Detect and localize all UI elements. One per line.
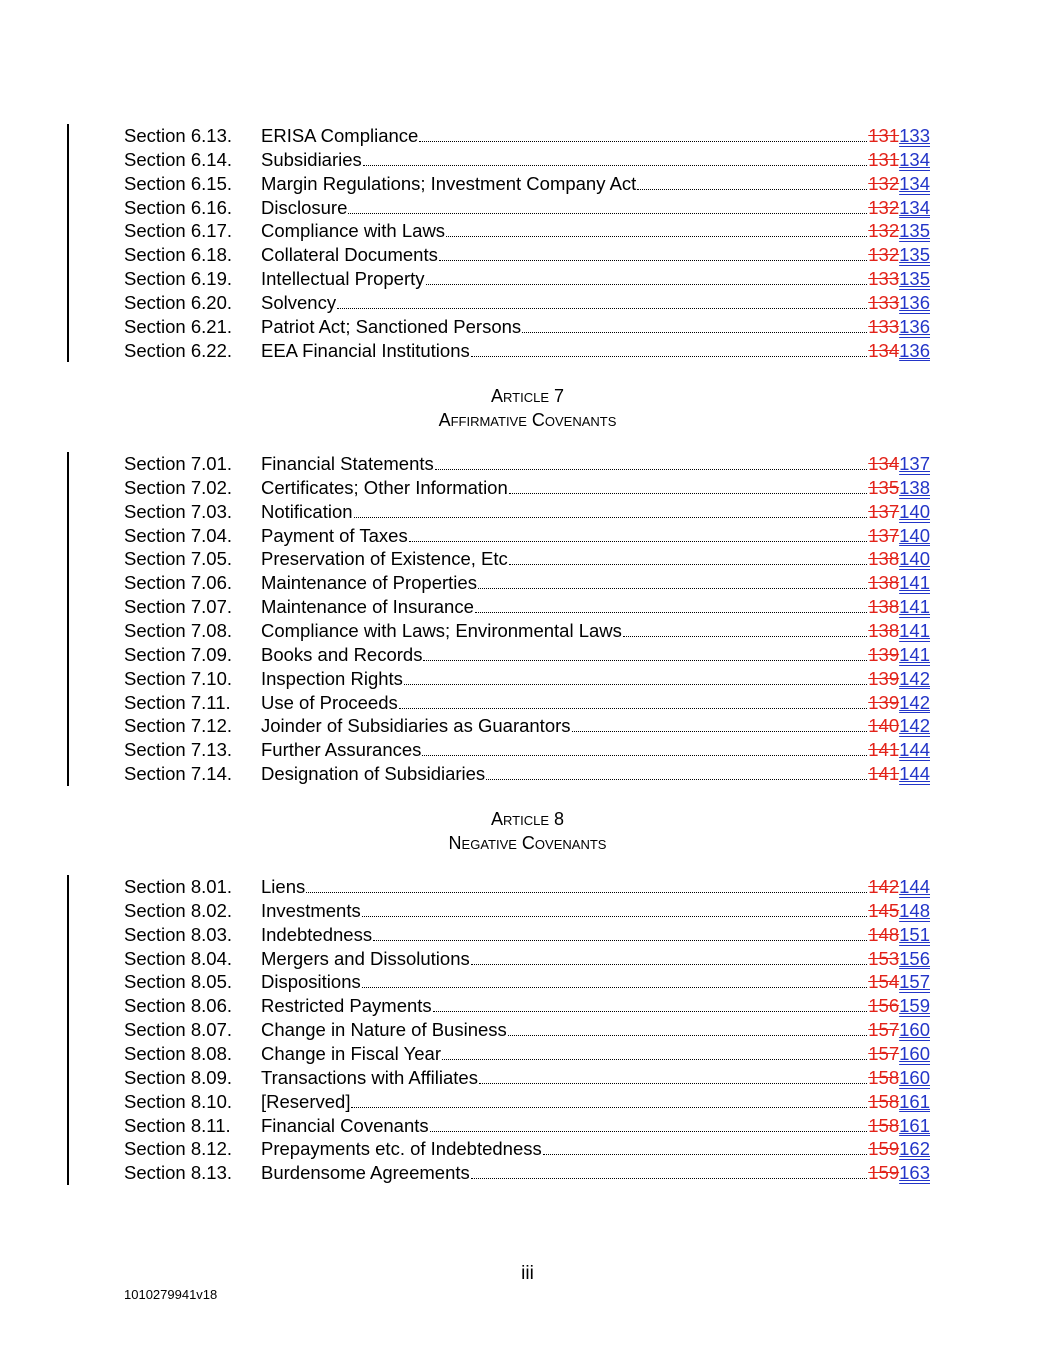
dot-leader	[362, 916, 868, 917]
section-title: Burdensome Agreements	[261, 1162, 470, 1184]
section-title: Indebtedness	[261, 923, 373, 945]
toc-entry[interactable]	[124, 994, 930, 1018]
toc-entry[interactable]	[124, 219, 930, 243]
deleted-page-number: 158	[868, 1066, 900, 1088]
deleted-page-number: 138	[868, 596, 900, 618]
dot-leader	[404, 684, 867, 685]
inserted-page-number[interactable]: 135	[899, 220, 930, 242]
toc-entry[interactable]	[124, 452, 930, 476]
inserted-page-number[interactable]: 160	[899, 1042, 930, 1064]
section-number: Section 8.11.	[124, 1114, 231, 1136]
section-number: Section 8.08.	[124, 1042, 232, 1064]
toc-entry[interactable]	[124, 124, 930, 148]
section-title: Prepayments etc. of Indebtedness	[261, 1138, 542, 1160]
toc-entry[interactable]	[124, 738, 930, 762]
section-title: Certificates; Other Information	[261, 476, 508, 498]
dot-leader	[430, 1131, 868, 1132]
deleted-page-number: 142	[868, 876, 900, 897]
section-number: Section 6.13.	[124, 125, 232, 146]
toc-entry[interactable]	[124, 1018, 930, 1042]
section-number: Section 7.06.	[124, 572, 232, 594]
dot-leader	[419, 141, 867, 142]
deleted-page-number: 141	[868, 763, 900, 785]
inserted-page-number[interactable]: 135	[899, 244, 930, 266]
section-title: Collateral Documents	[261, 244, 438, 266]
toc-entry[interactable]	[124, 1066, 930, 1090]
dot-leader	[423, 660, 867, 661]
inserted-page-number[interactable]: 141	[899, 572, 930, 594]
section-title: Further Assurances	[261, 739, 422, 761]
dot-leader	[422, 755, 867, 756]
inserted-page-number[interactable]: 141	[899, 596, 930, 618]
inserted-page-number[interactable]: 140	[899, 548, 930, 570]
section-title: Books and Records	[261, 643, 423, 665]
dot-leader	[435, 469, 867, 470]
section-title: Liens	[261, 876, 306, 897]
dot-leader	[508, 1035, 867, 1036]
article-7-label: Article 7	[490, 386, 564, 406]
section-title: Designation of Subsidiaries	[261, 763, 486, 785]
section-title: Transactions with Affiliates	[261, 1066, 478, 1088]
inserted-page-number[interactable]: 142	[899, 691, 930, 713]
section-number: Section 7.04.	[124, 524, 232, 546]
dot-leader	[306, 892, 867, 893]
section-title: Intellectual Property	[261, 268, 425, 290]
deleted-page-number: 154	[868, 971, 900, 993]
section-title: Financial Statements	[261, 453, 434, 474]
section-number: Section 6.18.	[124, 244, 232, 266]
section-number: Section 8.02.	[124, 899, 232, 921]
dot-leader	[337, 308, 867, 309]
section-number: Section 6.16.	[124, 196, 232, 218]
toc-entry[interactable]	[124, 315, 930, 339]
section-title: Investments	[261, 899, 361, 921]
change-bar	[67, 452, 69, 786]
dot-leader	[399, 708, 867, 709]
inserted-page-number[interactable]: 134	[899, 196, 930, 218]
deleted-page-number: 141	[868, 739, 900, 761]
section-title: Notification	[261, 500, 353, 522]
dot-leader	[479, 1083, 867, 1084]
deleted-page-number: 137	[868, 524, 900, 546]
toc-entry[interactable]	[124, 1090, 930, 1114]
toc-entry[interactable]	[124, 1042, 930, 1066]
toc-entry[interactable]	[124, 691, 930, 715]
toc-entry[interactable]	[124, 500, 930, 524]
inserted-page-number[interactable]: 136	[899, 291, 930, 313]
dot-leader	[471, 356, 868, 357]
toc-entry[interactable]	[124, 1161, 930, 1185]
section-title: Mergers and Dissolutions	[261, 947, 470, 969]
toc-entry[interactable]	[124, 571, 930, 595]
inserted-page-number[interactable]: 160	[899, 1066, 930, 1088]
inserted-page-number[interactable]: 157	[899, 971, 930, 993]
deleted-page-number: 159	[868, 1162, 900, 1184]
inserted-page-number[interactable]: 162	[899, 1138, 930, 1160]
section-number: Section 7.08.	[124, 619, 232, 641]
toc-entry[interactable]	[124, 595, 930, 619]
dot-leader	[478, 588, 867, 589]
change-bar	[67, 875, 69, 1185]
toc-entry[interactable]	[124, 291, 930, 315]
deleted-page-number: 134	[868, 453, 900, 474]
dot-leader	[471, 964, 868, 965]
deleted-page-number: 138	[868, 572, 900, 594]
deleted-page-number: 145	[868, 899, 900, 921]
deleted-page-number: 133	[868, 268, 900, 290]
section-title: Change in Fiscal Year	[261, 1042, 441, 1064]
inserted-page-number[interactable]: 148	[899, 899, 930, 921]
deleted-page-number: 131	[868, 125, 900, 146]
inserted-page-number[interactable]: 138	[899, 476, 930, 498]
deleted-page-number: 156	[868, 995, 900, 1017]
toc-entry[interactable]	[124, 875, 930, 899]
section-title: Margin Regulations; Investment Company Act	[261, 172, 637, 194]
article-8-label: Article 8	[490, 809, 564, 829]
inserted-page-number[interactable]: 142	[899, 715, 930, 737]
dot-leader	[442, 1059, 867, 1060]
section-number: Section 8.09.	[124, 1066, 232, 1088]
dot-leader	[373, 940, 867, 941]
section-number: Section 6.20.	[124, 291, 232, 313]
section-number: Section 6.14.	[124, 148, 232, 170]
deleted-page-number: 132	[868, 172, 900, 194]
deleted-page-number: 158	[868, 1114, 900, 1136]
section-number: Section 7.12.	[124, 715, 232, 737]
dot-leader	[471, 1178, 867, 1179]
toc-entry[interactable]	[124, 547, 930, 571]
section-title: Use of Proceeds	[261, 691, 398, 713]
section-title: Restricted Payments	[261, 995, 432, 1017]
toc-entry[interactable]	[124, 267, 930, 291]
section-title: Patriot Act; Sanctioned Persons	[261, 315, 522, 337]
inserted-page-number[interactable]: 151	[899, 923, 930, 945]
section-number: Section 8.06.	[124, 995, 232, 1017]
toc-entry[interactable]	[124, 762, 930, 786]
deleted-page-number: 153	[868, 947, 900, 969]
deleted-page-number: 134	[868, 339, 900, 361]
deleted-page-number: 138	[868, 619, 900, 641]
section-number: Section 8.03.	[124, 923, 232, 945]
inserted-page-number[interactable]: 144	[899, 876, 930, 897]
section-number: Section 6.17.	[124, 220, 232, 242]
inserted-page-number[interactable]: 133	[899, 125, 930, 146]
toc-entry[interactable]	[124, 899, 930, 923]
toc-entry[interactable]	[124, 339, 930, 363]
deleted-page-number: 157	[868, 1042, 900, 1064]
dot-leader	[637, 189, 867, 190]
dot-leader	[426, 284, 868, 285]
document-id: 1010279941v18	[124, 1287, 218, 1302]
inserted-page-number[interactable]: 144	[899, 763, 930, 785]
deleted-page-number: 159	[868, 1138, 900, 1160]
section-number: Section 6.21.	[124, 315, 232, 337]
inserted-page-number[interactable]: 161	[899, 1090, 930, 1112]
deleted-page-number: 131	[868, 148, 900, 170]
dot-leader	[351, 1107, 867, 1108]
dot-leader	[439, 260, 867, 261]
section-number: Section 8.05.	[124, 971, 232, 993]
change-bar	[67, 124, 69, 362]
section-title: Payment of Taxes	[261, 524, 408, 546]
toc-entry[interactable]	[124, 970, 930, 994]
toc-entry[interactable]	[124, 524, 930, 548]
deleted-page-number: 132	[868, 196, 900, 218]
section-title: Financial Covenants	[261, 1114, 429, 1136]
deleted-page-number: 158	[868, 1090, 900, 1112]
inserted-page-number[interactable]: 163	[899, 1162, 930, 1184]
section-title: Compliance with Laws	[261, 220, 446, 242]
dot-leader	[486, 779, 867, 780]
section-title: Change in Nature of Business	[261, 1019, 507, 1041]
inserted-page-number[interactable]: 140	[899, 524, 930, 546]
section-title: Inspection Rights	[261, 667, 403, 689]
deleted-page-number: 157	[868, 1019, 900, 1041]
toc-entry[interactable]	[124, 243, 930, 267]
section-number: Section 7.11.	[124, 691, 231, 713]
dot-leader	[362, 987, 868, 988]
toc-entry[interactable]	[124, 148, 930, 172]
toc-entry[interactable]	[124, 643, 930, 667]
section-title: ERISA Compliance	[261, 125, 419, 146]
section-number: Section 6.22.	[124, 339, 232, 361]
deleted-page-number: 139	[868, 667, 900, 689]
section-number: Section 7.10.	[124, 667, 232, 689]
deleted-page-number: 133	[868, 291, 900, 313]
section-number: Section 6.15.	[124, 172, 232, 194]
section-title: Compliance with Laws; Environmental Laws	[261, 619, 622, 641]
section-number: Section 8.13.	[124, 1162, 232, 1184]
article-8-title: Negative Covenants	[448, 833, 607, 853]
inserted-page-number[interactable]: 134	[899, 172, 930, 194]
inserted-page-number[interactable]: 134	[899, 148, 930, 170]
dot-leader	[475, 612, 867, 613]
dot-leader	[543, 1154, 867, 1155]
dot-leader	[348, 213, 867, 214]
inserted-page-number[interactable]: 137	[899, 453, 930, 474]
section-title: EEA Financial Institutions	[261, 339, 470, 361]
section-number: Section 7.01.	[124, 453, 232, 474]
toc-entry[interactable]	[124, 1114, 930, 1138]
deleted-page-number: 135	[868, 476, 900, 498]
inserted-page-number[interactable]: 140	[899, 500, 930, 522]
deleted-page-number: 132	[868, 220, 900, 242]
article-7-title: Affirmative Covenants	[438, 410, 617, 430]
section-number: Section 7.05.	[124, 548, 232, 570]
dot-leader	[354, 517, 868, 518]
toc-entry[interactable]	[124, 619, 930, 643]
inserted-page-number[interactable]: 144	[899, 739, 930, 761]
deleted-page-number: 140	[868, 715, 900, 737]
dot-leader	[572, 731, 868, 732]
section-number: Section 7.07.	[124, 596, 232, 618]
section-title: Maintenance of Properties	[261, 572, 477, 594]
dot-leader	[509, 493, 867, 494]
deleted-page-number: 137	[868, 500, 900, 522]
dot-leader	[623, 636, 867, 637]
section-title: Joinder of Subsidiaries as Guarantors	[261, 715, 571, 737]
section-title: Subsidiaries	[261, 148, 362, 170]
section-number: Section 6.19.	[124, 268, 232, 290]
section-number: Section 7.03.	[124, 500, 232, 522]
toc-entry[interactable]	[124, 476, 930, 500]
inserted-page-number[interactable]: 156	[899, 947, 930, 969]
section-number: Section 8.07.	[124, 1019, 232, 1041]
dot-leader	[522, 332, 867, 333]
section-title: [Reserved]	[261, 1090, 351, 1112]
section-title: Solvency	[261, 291, 337, 313]
deleted-page-number: 148	[868, 923, 900, 945]
toc-entry[interactable]	[124, 172, 930, 196]
dot-leader	[409, 541, 868, 542]
section-number: Section 7.09.	[124, 643, 232, 665]
toc-entry[interactable]	[124, 1137, 930, 1161]
dot-leader	[509, 564, 867, 565]
section-number: Section 8.12.	[124, 1138, 232, 1160]
dot-leader	[446, 236, 867, 237]
deleted-page-number: 139	[868, 643, 900, 665]
section-number: Section 7.14.	[124, 763, 232, 785]
deleted-page-number: 138	[868, 548, 900, 570]
section-number: Section 8.04.	[124, 947, 232, 969]
toc-entry[interactable]	[124, 714, 930, 738]
inserted-page-number[interactable]: 159	[899, 995, 930, 1017]
section-title: Maintenance of Insurance	[261, 596, 474, 618]
inserted-page-number[interactable]: 135	[899, 268, 930, 290]
deleted-page-number: 132	[868, 244, 900, 266]
dot-leader	[363, 165, 867, 166]
section-title: Disclosure	[261, 196, 348, 218]
inserted-page-number[interactable]: 141	[899, 643, 930, 665]
section-number: Section 8.01.	[124, 876, 232, 897]
toc-entry[interactable]	[124, 667, 930, 691]
section-number: Section 7.13.	[124, 739, 232, 761]
section-title: Preservation of Existence, Etc	[261, 548, 508, 570]
inserted-page-number[interactable]: 136	[899, 339, 930, 361]
section-title: Dispositions	[261, 971, 361, 993]
page-number: iii	[521, 1263, 534, 1284]
section-number: Section 8.10.	[124, 1090, 232, 1112]
deleted-page-number: 139	[868, 691, 900, 713]
dot-leader	[433, 1011, 868, 1012]
inserted-page-number[interactable]: 160	[899, 1019, 930, 1041]
inserted-page-number[interactable]: 142	[899, 667, 930, 689]
inserted-page-number[interactable]: 141	[899, 619, 930, 641]
deleted-page-number: 133	[868, 315, 900, 337]
toc-entry[interactable]	[124, 923, 930, 947]
inserted-page-number[interactable]: 136	[899, 315, 930, 337]
toc-entry[interactable]	[124, 947, 930, 971]
section-number: Section 7.02.	[124, 476, 232, 498]
inserted-page-number[interactable]: 161	[899, 1114, 930, 1136]
toc-entry[interactable]	[124, 196, 930, 220]
